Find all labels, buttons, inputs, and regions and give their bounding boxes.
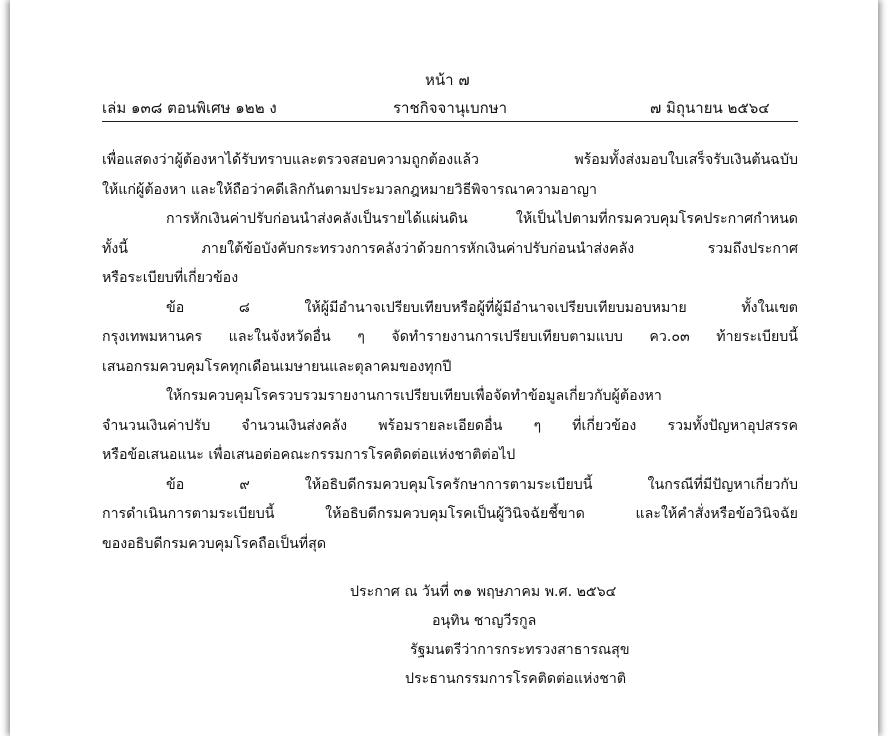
body-line: เสนอกรมควบคุมโรคทุกเดือนเมษายนและตุลาคมของทุกปี xyxy=(102,358,452,375)
signatory-position-2: ประธานกรรมการโรคติดต่อแห่งชาติ xyxy=(405,671,627,687)
document-page xyxy=(10,0,878,736)
body-line: ให้กรมควบคุมโรครวบรวมรายงานการเปรียบเทียบเพื่อจัดทำข้อมูลเกี่ยวกับผู้ต้องหา xyxy=(166,388,662,404)
body-line: ทั้งนี้ ภายใต้ข้อบังคับกระทรวงการคลังว่าด้วยการหักเงินค่าปรับก่อนนำส่งคลัง รวมถึงประกาศ xyxy=(102,240,798,257)
signature-date: ประกาศ ณ วันที่ ๓๑ พฤษภาคม พ.ศ. ๒๕๖๔ xyxy=(350,584,617,600)
header-date: ๗ มิถุนายน ๒๕๖๔ xyxy=(650,99,770,117)
signatory-name: อนุทิน ชาญวีรกูล xyxy=(432,613,537,629)
body-line: การหักเงินค่าปรับก่อนนำส่งคลังเป็นรายได้แผ่นดิน ให้เป็นไปตามที่กรมควบคุมโรคประกาศกำหนด xyxy=(166,211,798,227)
document-body xyxy=(102,146,798,559)
header-volume-issue: เล่ม ๑๓๘ ตอนพิเศษ ๑๒๒ ง xyxy=(102,99,277,117)
body-line: การดำเนินการตามระเบียบนี้ ให้อธิบดีกรมควบคุมโรคเป็นผู้วินิจฉัยชี้ขาด และให้คำสั่งหรือข้อวินิจฉัย xyxy=(102,506,798,522)
body-line: เพื่อแสดงว่าผู้ต้องหาได้รับทราบและตรวจสอบความถูกต้องแล้ว พร้อมทั้งส่งมอบใบเสร็จรับเงินต้นฉบับ xyxy=(102,152,798,168)
body-line: หรือระเบียบที่เกี่ยวข้อง xyxy=(102,270,239,286)
body-line: กรุงเทพมหานคร และในจังหวัดอื่น ๆ จัดทำรายงานการเปรียบเทียบตามแบบ คว.๐๓ ท้ายระเบียบนี้ xyxy=(102,329,798,345)
body-line: จำนวนเงินค่าปรับ จำนวนเงินส่งคลัง พร้อมรายละเอียดอื่น ๆ ที่เกี่ยวข้อง รวมทั้งปัญหาอุปสรรค xyxy=(102,417,798,434)
header-rule xyxy=(102,121,798,122)
header-gazette-title: ราชกิจจานุเบกษา xyxy=(393,99,508,117)
body-line: ของอธิบดีกรมควบคุมโรคถือเป็นที่สุด xyxy=(102,535,327,552)
body-line: หรือข้อเสนอแนะ เพื่อเสนอต่อคณะกรรมการโรคติดต่อแห่งชาติต่อไป xyxy=(102,447,516,463)
body-line: ข้อ ๙ ให้อธิบดีกรมควบคุมโรครักษาการตามระเบียบนี้ ในกรณีที่มีปัญหาเกี่ยวกับ xyxy=(166,476,798,493)
body-line: ข้อ ๘ ให้ผู้มีอำนาจเปรียบเทียบหรือผู้ที่ผู้มีอำนาจเปรียบเทียบมอบหมาย ทั้งในเขต xyxy=(166,299,798,316)
page-number: หน้า ๗ xyxy=(425,71,470,89)
body-line: ให้แก่ผู้ต้องหา และให้ถือว่าคดีเลิกกันตามประมวลกฎหมายวิธีพิจารณาความอาญา xyxy=(102,181,597,198)
signatory-position: รัฐมนตรีว่าการกระทรวงสาธารณสุข xyxy=(410,642,630,658)
